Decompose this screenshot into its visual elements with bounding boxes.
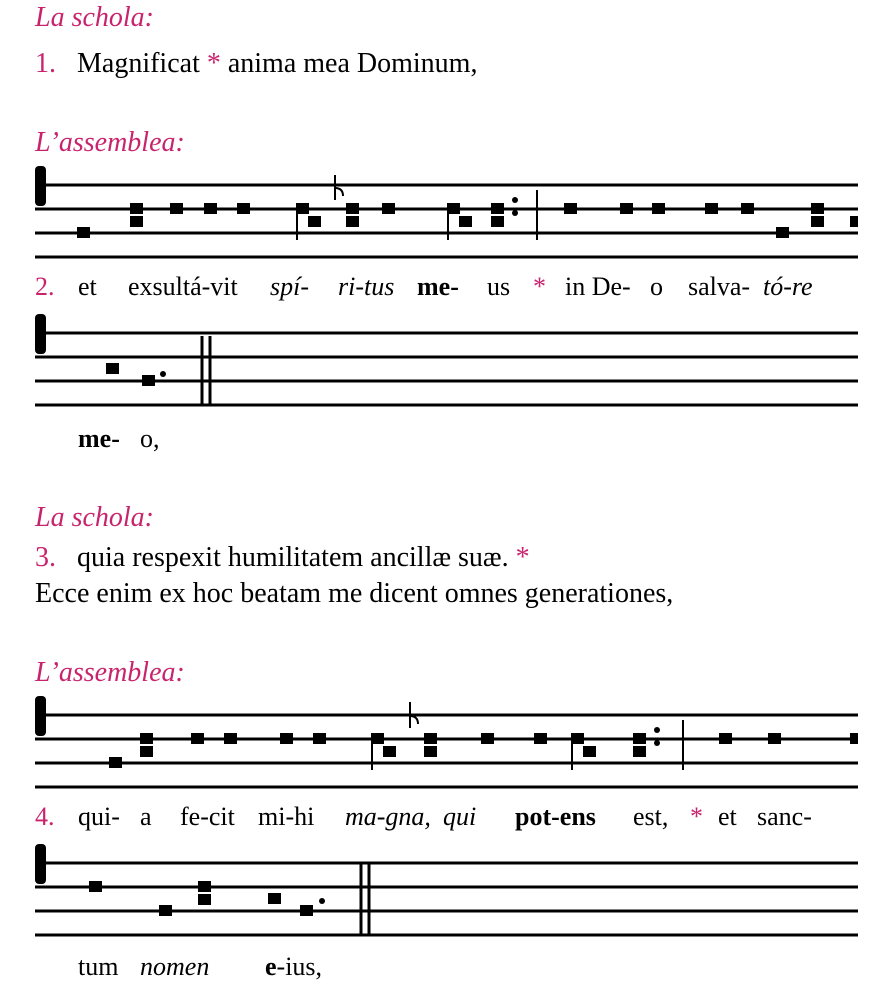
role-label-schola-1: La schola:: [35, 2, 154, 33]
syllable: qui-: [78, 802, 120, 831]
asterisk: *: [515, 542, 530, 573]
verse-number: 1.: [35, 48, 56, 79]
syllable: qui: [443, 802, 477, 831]
verse-text: Magnificat: [77, 48, 200, 79]
music-staff: [0, 308, 890, 418]
syllable: tó-re: [763, 272, 813, 301]
verse-number: 4.: [35, 802, 55, 831]
syllable: est,: [633, 802, 669, 831]
syllable: nomen: [140, 952, 210, 981]
syllable: fe-cit: [180, 802, 235, 831]
syllable: et: [78, 272, 97, 301]
neumes: [106, 363, 166, 386]
syllable: me-: [417, 272, 459, 301]
verse-number: 3.: [35, 542, 56, 573]
syllable-bold-part: e: [265, 952, 277, 981]
syllable: spí-: [270, 272, 309, 301]
syllable: mi-hi: [258, 802, 315, 831]
verse-3-line-2: Ecce enim ex hoc beatam me dicent omnes generationes,: [35, 578, 674, 609]
syllable: sanc-: [757, 802, 812, 831]
syllable: pot-ens: [515, 802, 596, 831]
verse-text: anima mea Dominum,: [227, 48, 478, 79]
syllable: salva-: [688, 272, 751, 301]
syllable: et: [718, 802, 737, 831]
syllable: ri-tus: [338, 272, 395, 301]
music-staff: [0, 690, 890, 800]
syllable: o,: [140, 424, 160, 453]
music-staff: [0, 838, 890, 948]
verse-number: 2.: [35, 272, 55, 301]
syllable-mixed: e-ius,: [265, 952, 323, 981]
role-label-assemblea-2: L’assemblea:: [35, 657, 185, 688]
syllable: us: [487, 272, 511, 301]
verse-3-line-1: [35, 542, 530, 574]
role-label-assemblea-1: L’assemblea:: [35, 127, 185, 158]
verse-text: quia respexit humilitatem ancillæ suæ.: [77, 542, 509, 573]
asterisk: *: [206, 48, 221, 79]
syllable: me-: [78, 424, 120, 453]
syllable: ma-gna,: [345, 802, 431, 831]
syllable: exsultá-vit: [128, 272, 238, 301]
syllable: o: [650, 272, 663, 301]
syllable: in De-: [565, 272, 631, 301]
music-staff: [0, 160, 890, 270]
role-label-schola-2: La schola:: [35, 502, 154, 533]
asterisk: *: [533, 272, 546, 301]
syllable: tum: [78, 952, 119, 981]
syllable: a: [140, 802, 152, 831]
asterisk: *: [690, 802, 703, 831]
verse-1: [35, 48, 477, 80]
